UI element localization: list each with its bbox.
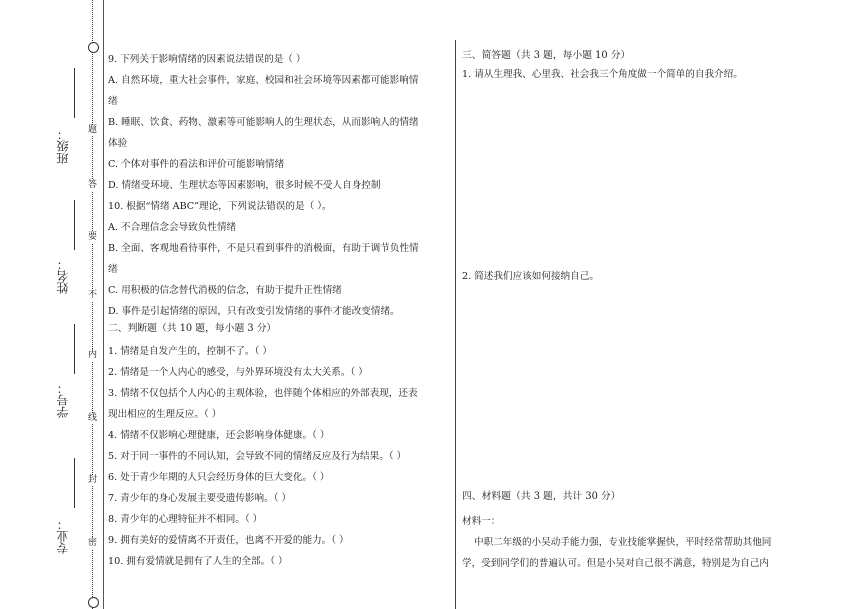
section-3-heading: 三、简答题（共 3 题，每小题 10 分） [462,50,631,61]
question-10-option-b: B. 全面、客观地看待事件，不是只看到事件的消极面，有助于调节负性情 [108,243,419,254]
tf-item-6: 6. 处于青少年期的人只会经历身体的巨大变化。（ ） [108,472,330,483]
major-field [56,518,78,554]
margin-border-line [103,0,104,609]
name-field-line[interactable] [74,200,75,250]
tf-item-7: 7. 青少年的身心发展主要受遗传影响。（ ） [108,493,292,504]
tf-item-4: 4. 情绪不仅影响心理健康，还会影响身体健康。（ ） [108,430,330,441]
question-9-stem: 9. 下列关于影响情绪的因素说法错误的是（ ） [108,54,306,65]
tf-item-5: 5. 对于同一事件的不同认知，会导致不同的情绪反应及行为结果。（ ） [108,451,407,462]
material-1-paragraph: 中职二年级的小吴动手能力强，专业技能掌握快，平时经常帮助其他同 [474,537,772,548]
seal-char: 答 [87,180,97,190]
question-9-option-b-cont: 体验 [108,138,128,149]
tf-item-3-cont: 现出相应的生理反应。（ ） [108,409,222,420]
question-10-option-c: C. 用积极的信念替代消极的信念，有助于提升正性情绪 [108,285,342,296]
short-answer-1: 1. 请从生理我、心里我、社会我三个角度做一个简单的自我介绍。 [462,69,743,80]
tf-item-9: 9. 拥有美好的爱情离不开责任，也离不开爱的能力。（ ） [108,535,349,546]
tf-item-1: 1. 情绪是自发产生的，控制不了。（ ） [108,346,272,357]
material-1-paragraph-cont: 学，受到同学们的普遍认可。但是小吴对自己很不满意，特别是为自己内 [462,558,769,569]
question-9-option-d: D. 情绪受环境、生理状态等因素影响，很多时候不受人自身控制 [108,180,381,191]
question-10-stem: 10. 根据“情绪 ABC”理论，下列说法错误的是（ ）。 [108,201,332,212]
class-field-label: 班级： [56,128,70,164]
question-10-option-a: A. 不合理信念会导致负性情绪 [108,222,237,233]
material-1-label: 材料一： [462,516,501,527]
seal-char: 密 [87,538,97,548]
seal-char: 不 [87,290,97,300]
binding-margin [0,0,104,609]
column-divider [455,40,456,609]
tf-item-8: 8. 青少年的心理特征并不相同。（ ） [108,514,263,525]
section-2-heading: 二、判断题（共 10 题，每小题 3 分） [108,323,277,334]
name-field-label: 姓名： [56,258,70,294]
student-id-field-line[interactable] [74,324,75,374]
tf-item-2: 2. 情绪是一个人内心的感受，与外界环境没有太大关系。（ ） [108,367,368,378]
question-9-option-b: B. 睡眠、饮食、药物、激素等可能影响人的生理状态，从而影响人的情绪 [108,117,419,128]
short-answer-2: 2. 简述我们应该如何接纳自己。 [462,271,599,282]
question-9-option-a-cont: 绪 [108,96,118,107]
binding-hole-circle [88,597,99,608]
major-field-line[interactable] [74,458,75,508]
class-field [56,128,78,164]
section-4-heading: 四、材料题（共 3 题，共计 30 分） [462,491,621,502]
seal-char: 内 [87,350,97,360]
tf-item-3: 3. 情绪不仅包括个人内心的主观体验，也伴随个体相应的外部表现，还表 [108,388,418,399]
class-field-line[interactable] [74,68,75,118]
question-10-option-d: D. 事件是引起情绪的原因，只有改变引发情绪的事件才能改变情绪。 [108,306,400,317]
student-id-field [56,382,78,418]
binding-hole-circle [88,42,99,53]
seal-char: 线 [87,413,97,423]
student-id-field-label: 学号： [56,382,70,418]
binding-dotted-line [92,0,93,609]
seal-char: 题 [87,125,97,135]
question-9-option-c: C. 个体对事件的看法和评价可能影响情绪 [108,159,285,170]
seal-char: 要 [87,232,97,242]
seal-char: 封 [87,475,97,485]
question-10-option-b-cont: 绪 [108,264,118,275]
question-9-option-a: A. 自然环境，重大社会事件，家庭、校园和社会环境等因素都可能影响情 [108,75,419,86]
name-field [56,258,78,294]
tf-item-10: 10. 拥有爱情就是拥有了人生的全部。（ ） [108,556,288,567]
major-field-label: 专业： [56,518,70,554]
